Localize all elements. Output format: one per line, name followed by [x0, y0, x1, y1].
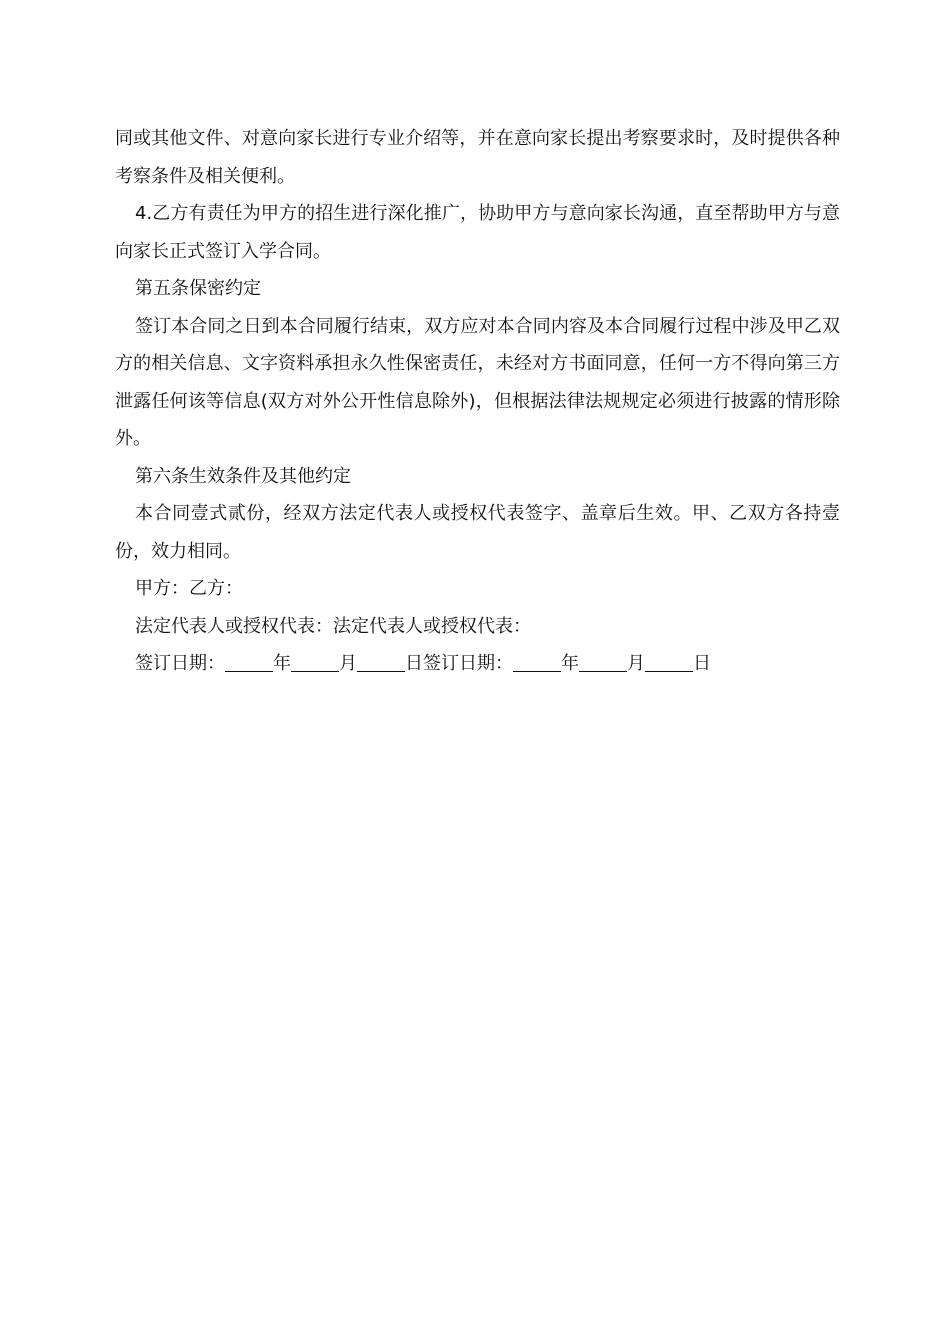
- parties-line: 甲方：乙方：: [135, 578, 243, 599]
- heading-article-5: 第五条保密约定: [135, 278, 261, 299]
- blank-month-a[interactable]: [291, 653, 339, 672]
- paragraph-clause-4: 4.乙方有责任为甲方的招生进行深化推广，协助甲方与意向家长沟通，直至帮助甲方与意向家长正式签订入学合同。: [115, 203, 840, 262]
- blank-year-a[interactable]: [225, 653, 273, 672]
- paragraph-continuation: 同或其他文件、对意向家长进行专业介绍等，并在意向家长提出考察要求时，及时提供各种考察条件及相关便利。: [115, 128, 840, 187]
- heading-article-6: 第六条生效条件及其他约定: [135, 465, 351, 487]
- blank-month-b[interactable]: [579, 653, 627, 672]
- month-label-b: 月: [627, 653, 645, 674]
- document-page: [115, 120, 840, 683]
- paragraph-effectiveness: 本合同壹式贰份，经双方法定代表人或授权代表签字、盖章后生效。甲、乙双方各持壹份，效力相同。: [115, 503, 840, 562]
- year-label-b: 年: [561, 653, 579, 674]
- blank-day-b[interactable]: [645, 653, 693, 672]
- representatives-line: 法定代表人或授权代表：法定代表人或授权代表：: [135, 615, 531, 637]
- paragraph-confidentiality: 签订本合同之日到本合同履行结束，双方应对本合同内容及本合同履行过程中涉及甲乙双方的相关信息、文字资料承担永久性保密责任，未经对方书面同意，任何一方不得向第三方泄露任何该等信息(双方对外公开性信息除外)，但根据法律法规规定必须进行披露的情形除外。: [115, 315, 840, 449]
- sign-date-label-a: 签订日期：: [135, 653, 225, 674]
- day-label-a-and-sign-date-label-b: 日签订日期：: [405, 653, 513, 674]
- day-label-b: 日: [693, 653, 711, 674]
- blank-year-b[interactable]: [513, 653, 561, 672]
- year-label-a: 年: [273, 653, 291, 674]
- blank-day-a[interactable]: [357, 653, 405, 672]
- sign-date-line: [115, 645, 840, 683]
- month-label-a: 月: [339, 653, 357, 674]
